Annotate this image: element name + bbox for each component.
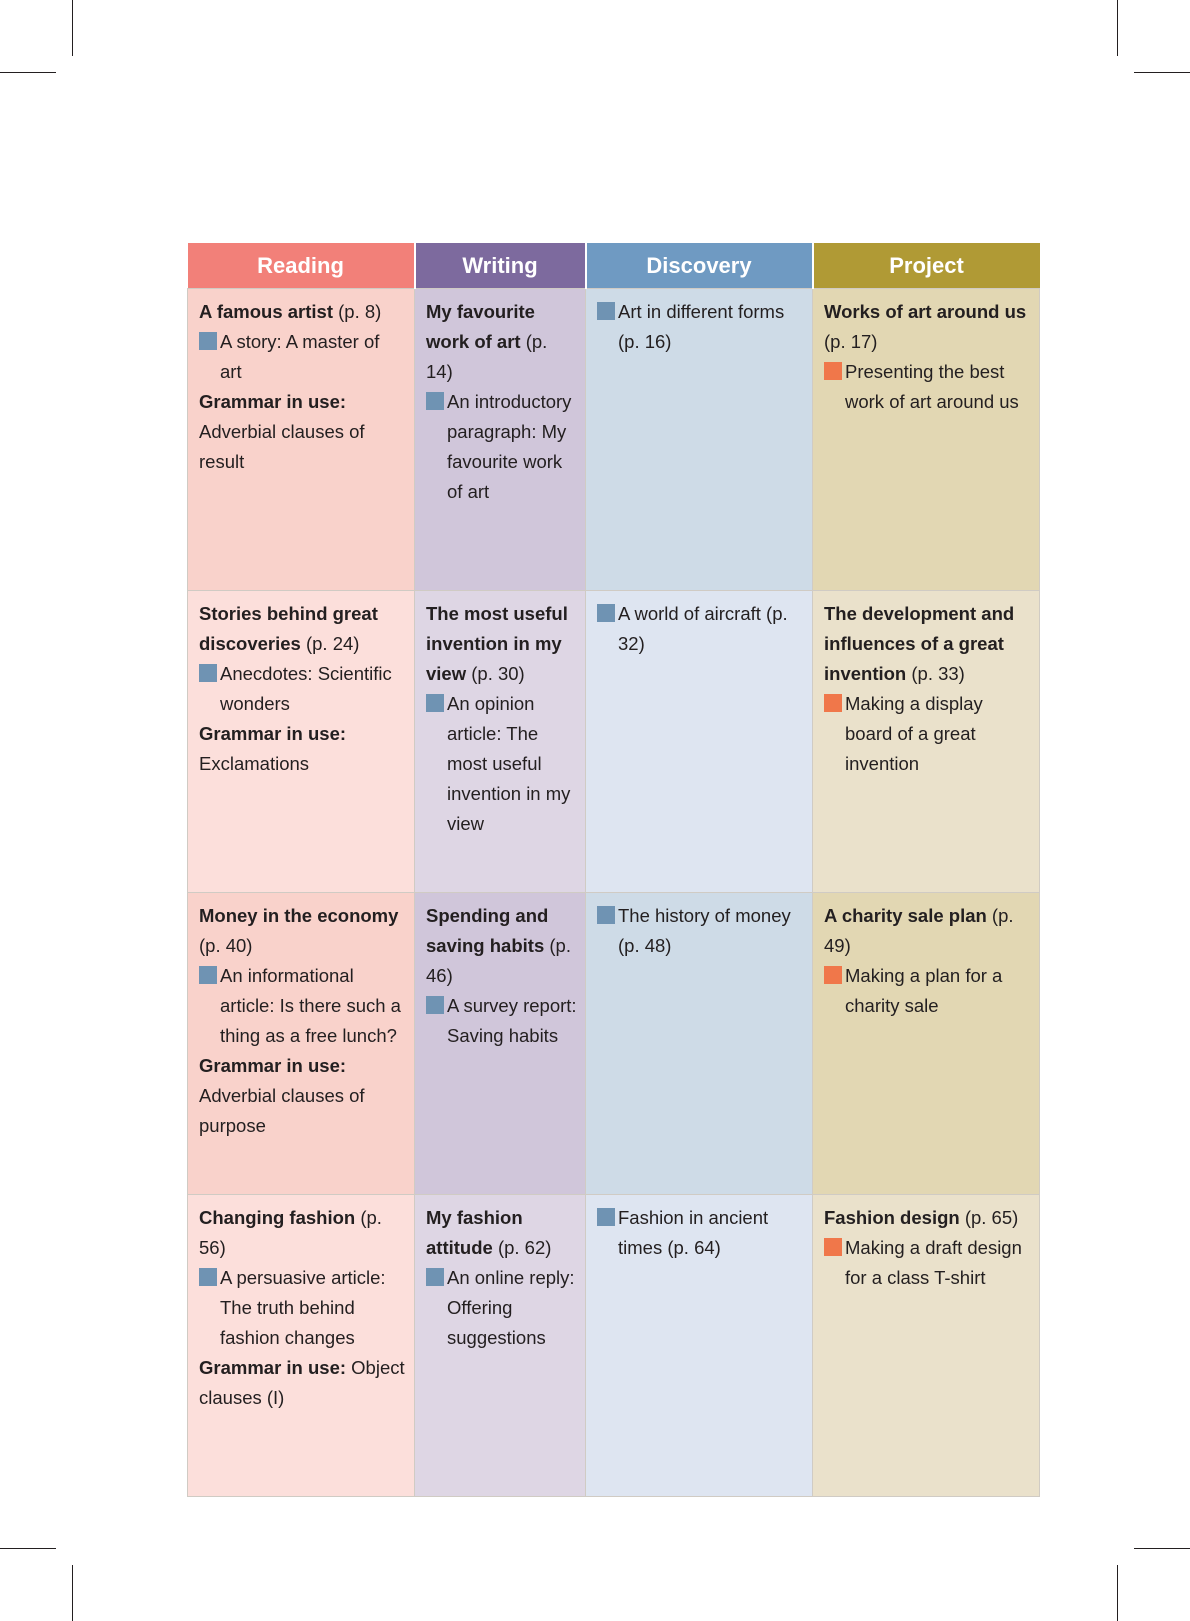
- discovery-item: A world of aircraft (p. 32): [597, 599, 804, 659]
- discovery-item: The history of money (p. 48): [597, 901, 804, 961]
- project-title: The development and influences of a great invention (p. 33): [824, 603, 1015, 684]
- writing-item: An opinion article: The most useful invention in my view: [426, 689, 577, 839]
- table-row: [188, 289, 1040, 591]
- square-bullet-icon: [824, 1238, 842, 1256]
- writing-title: Spending and saving habits (p. 46): [426, 905, 571, 986]
- square-bullet-icon: [426, 996, 444, 1014]
- discovery-cell: [586, 893, 813, 1195]
- project-title: Fashion design (p. 65): [824, 1207, 1019, 1228]
- discovery-item: Art in different forms (p. 16): [597, 297, 804, 357]
- writing-item: An online reply: Offering suggestions: [426, 1263, 577, 1353]
- square-bullet-icon: [597, 906, 615, 924]
- grammar-text: Adverbial clauses of purpose: [199, 1085, 365, 1136]
- contents-table: [187, 243, 1040, 1497]
- reading-item: Anecdotes: Scientific wonders: [199, 659, 406, 719]
- header-project: Project: [813, 243, 1040, 289]
- crop-mark: [1117, 0, 1118, 56]
- header-row: [188, 243, 1040, 289]
- grammar-line: Grammar in use: Object clauses (I): [199, 1357, 405, 1408]
- reading-item: An informational article: Is there such a thing as a free lunch?: [199, 961, 406, 1051]
- square-bullet-icon: [426, 694, 444, 712]
- reading-title: Changing fashion (p. 56): [199, 1207, 382, 1258]
- project-cell: [813, 893, 1040, 1195]
- discovery-cell: [586, 1195, 813, 1497]
- reading-title: Stories behind great discoveries (p. 24): [199, 603, 378, 654]
- square-bullet-icon: [597, 604, 615, 622]
- crop-mark: [1134, 1548, 1190, 1549]
- square-bullet-icon: [199, 664, 217, 682]
- square-bullet-icon: [426, 1268, 444, 1286]
- writing-cell: [415, 591, 586, 893]
- square-bullet-icon: [199, 332, 217, 350]
- writing-title: My fashion attitude (p. 62): [426, 1207, 552, 1258]
- square-bullet-icon: [824, 694, 842, 712]
- reading-cell: [188, 591, 415, 893]
- project-cell: [813, 591, 1040, 893]
- grammar-text: Adverbial clauses of result: [199, 421, 365, 472]
- crop-mark: [1134, 72, 1190, 73]
- writing-item: A survey report: Saving habits: [426, 991, 577, 1051]
- writing-item: An introductory paragraph: My favourite work of art: [426, 387, 577, 507]
- project-title: A charity sale plan (p. 49): [824, 905, 1014, 956]
- square-bullet-icon: [426, 392, 444, 410]
- project-title: Works of art around us (p. 17): [824, 301, 1027, 352]
- reading-item: A story: A master of art: [199, 327, 406, 387]
- discovery-item: Fashion in ancient times (p. 64): [597, 1203, 804, 1263]
- header-discovery: Discovery: [586, 243, 813, 289]
- square-bullet-icon: [597, 302, 615, 320]
- grammar-label: Grammar in use:: [199, 1055, 347, 1076]
- reading-cell: [188, 893, 415, 1195]
- square-bullet-icon: [824, 966, 842, 984]
- reading-cell: [188, 1195, 415, 1497]
- project-item: Presenting the best work of art around us: [824, 357, 1031, 417]
- writing-cell: [415, 289, 586, 591]
- reading-item: A persuasive article: The truth behind fashion changes: [199, 1263, 406, 1353]
- square-bullet-icon: [597, 1208, 615, 1226]
- table-row: [188, 893, 1040, 1195]
- writing-title: My favourite work of art (p. 14): [426, 301, 548, 382]
- writing-cell: [415, 893, 586, 1195]
- header-reading: Reading: [188, 243, 415, 289]
- reading-title: A famous artist (p. 8): [199, 301, 382, 322]
- grammar-text: Exclamations: [199, 753, 310, 774]
- crop-mark: [1117, 1565, 1118, 1621]
- project-cell: [813, 1195, 1040, 1497]
- writing-title: The most useful invention in my view (p. 30): [426, 603, 568, 684]
- reading-cell: [188, 289, 415, 591]
- header-writing: Writing: [415, 243, 586, 289]
- crop-mark: [0, 72, 56, 73]
- square-bullet-icon: [824, 362, 842, 380]
- project-item: Making a draft design for a class T-shirt: [824, 1233, 1031, 1293]
- discovery-cell: [586, 591, 813, 893]
- crop-mark: [72, 1565, 73, 1621]
- writing-cell: [415, 1195, 586, 1497]
- project-item: Making a display board of a great invention: [824, 689, 1031, 779]
- crop-mark: [72, 0, 73, 56]
- project-cell: [813, 289, 1040, 591]
- project-item: Making a plan for a charity sale: [824, 961, 1031, 1021]
- crop-mark: [0, 1548, 56, 1549]
- reading-title: Money in the economy (p. 40): [199, 905, 399, 956]
- square-bullet-icon: [199, 966, 217, 984]
- table-row: [188, 591, 1040, 893]
- discovery-cell: [586, 289, 813, 591]
- grammar-label: Grammar in use:: [199, 723, 347, 744]
- grammar-label: Grammar in use:: [199, 391, 347, 412]
- table-row: [188, 1195, 1040, 1497]
- square-bullet-icon: [199, 1268, 217, 1286]
